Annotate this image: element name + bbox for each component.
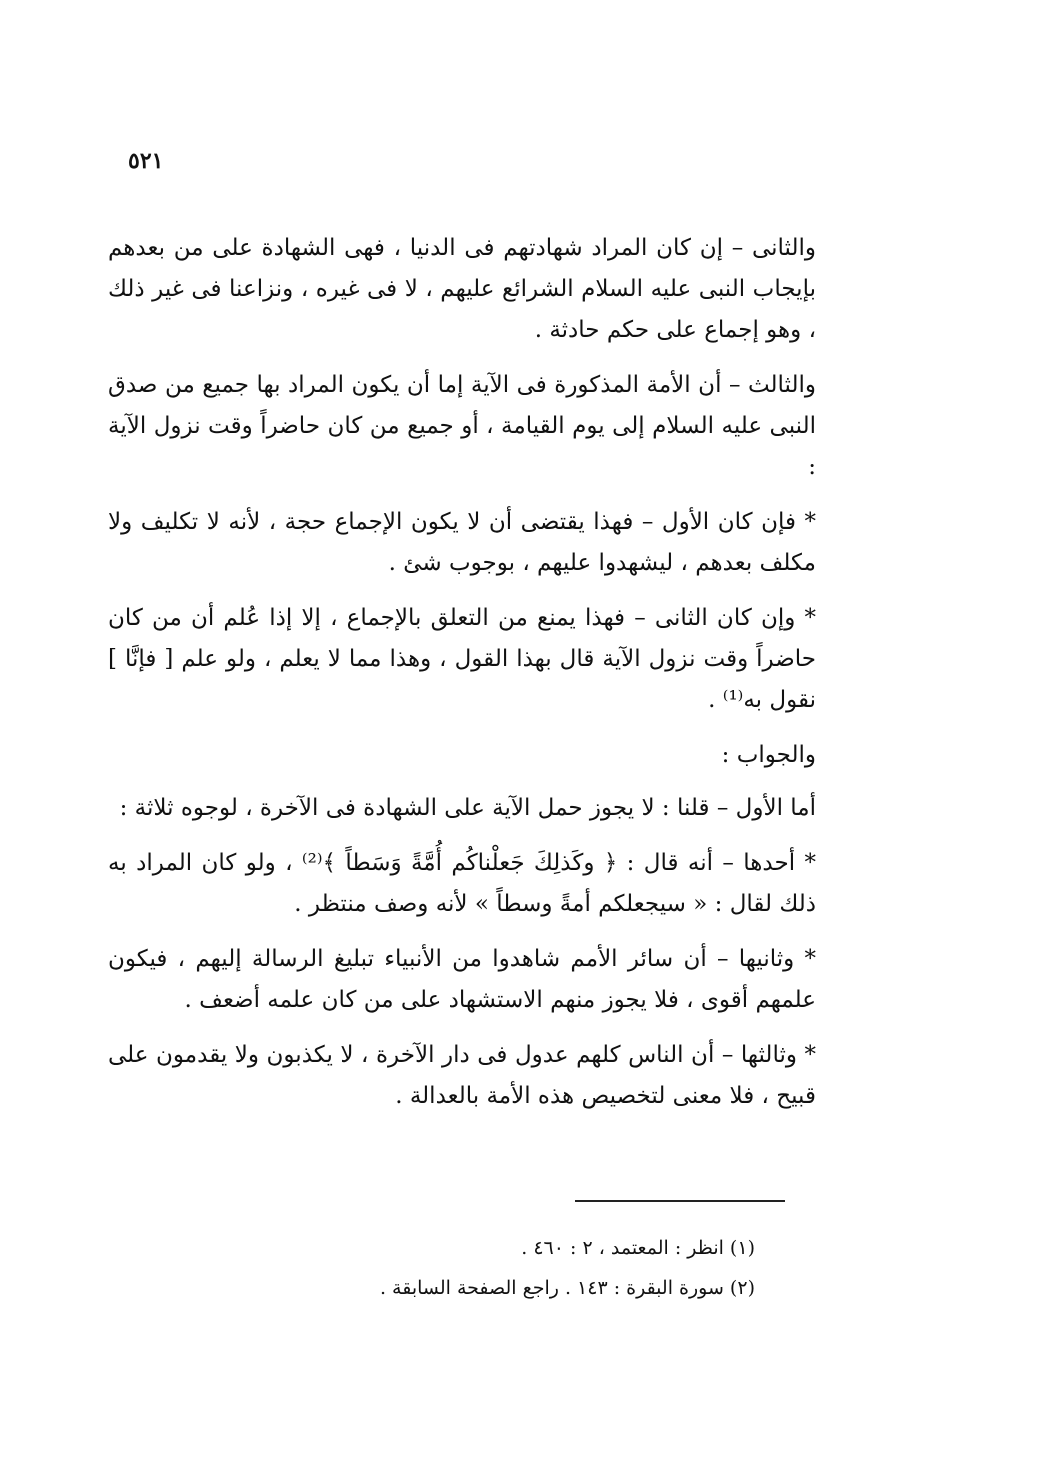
paragraph-first-answer: أما الأول – قلنا : لا يجوز حمل الآية على الشهادة فى الآخرة ، لوجوه ثلاثة : xyxy=(119,795,816,821)
footnote-2: (٢) سورة البقرة : ١٤٣ . راجع الصفحة السابقة . xyxy=(379,1277,755,1299)
paragraph-reason-one: * أحدها – أنه قال : ﴿ وكَذلِكَ جَعلْناكُم أُمَّةً وَسَطاً ﴾⁽²⁾ ، ولو كان المراد به ذلك لقال : « سيجعلكم أمةً وسطاً » لأنه وصف منتظر . xyxy=(108,850,816,917)
paragraph-answer-heading: والجواب : xyxy=(721,742,816,768)
paragraph-reason-three: * وثالثها – أن الناس كلهم عدول فى دار الآخرة ، لا يكذبون ولا يقدمون على قبيح ، فلا معنى لتخصيص هذه الأمة بالعدالة . xyxy=(108,1042,816,1109)
paragraph-first-case: * فإن كان الأول – فهذا يقتضى أن لا يكون الإجماع حجة ، لأنه لا تكليف ولا مكلف بعدهم ، ليشهدوا عليهم ، بوجوب شئ . xyxy=(108,509,816,576)
footnote-1: (١) انظر : المعتمد ، ٢ : ٤٦٠ . xyxy=(521,1237,755,1259)
paragraph-second-case: * وإن كان الثانى – فهذا يمنع من التعلق بالإجماع ، إلا إذا عُلم أن من كان حاضراً وقت نزول الآية قال بهذا القول ، وهذا مما لا يعلم ، ولو علم [ فإنَّا ] نقول به⁽¹⁾ . xyxy=(108,605,816,713)
paragraph-reason-two: * وثانيها – أن سائر الأمم شاهدوا من الأنبياء تبليغ الرسالة إليهم ، فيكون علمهم أقوى ، فلا يجوز منهم الاستشهاد على من كان علمه أضعف . xyxy=(108,946,816,1013)
paragraph-third-objection: والثالث – أن الأمة المذكورة فى الآية إما أن يكون المراد بها جميع من صدق النبى عليه السلام إلى يوم القيامة ، أو جميع من كان حاضراً وقت نزول الآية : xyxy=(108,372,816,480)
footnote-divider xyxy=(575,1200,785,1202)
main-text xyxy=(108,228,816,1131)
page-number: ٥٢١ xyxy=(128,148,164,174)
footnotes xyxy=(195,1228,755,1308)
paragraph-second-objection: والثانى – إن كان المراد شهادتهم فى الدنيا ، فهى الشهادة على من بعدهم بإيجاب النبى عليه السلام الشرائع عليهم ، لا فى غيره ، ونزاعنا فى غير ذلك ، وهو إجماع على حكم حادثة . xyxy=(108,235,816,343)
